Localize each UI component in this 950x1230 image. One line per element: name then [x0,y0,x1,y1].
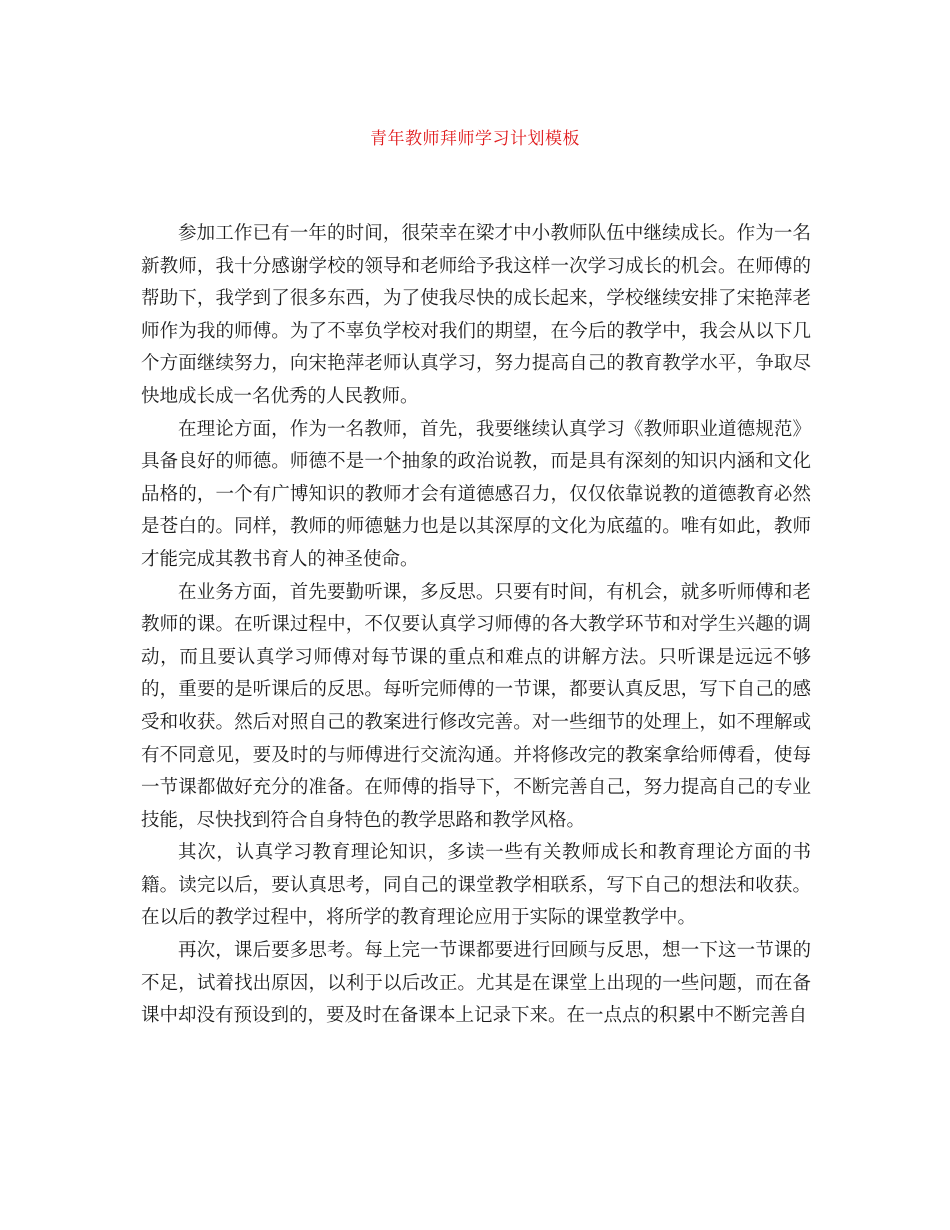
document-body [141,218,811,1033]
paragraph: 参加工作已有一年的时间，很荣幸在梁才中小教师队伍中继续成长。作为一名新教师，我十分感谢学校的领导和老师给予我这样一次学习成长的机会。在师傅的帮助下，我学到了很多东西，为了使我尽快的成长起来，学校继续安排了宋艳萍老师作为我的师傅。为了不辜负学校对我们的期望，在今后的教学中，我会从以下几个方面继续努力，向宋艳萍老师认真学习，努力提高自己的教育教学水平，争取尽快地成长成一名优秀的人民教师。 [141,223,811,407]
document-title: 青年教师拜师学习计划模板 [370,129,580,149]
paragraph: 再次，课后要多思考。每上完一节课都要进行回顾与反思，想一下这一节课的不足，试着找出原因，以利于以后改正。尤其是在课堂上出现的一些问题，而在备课中却没有预设到的，要及时在备课本上记录下来。在一点点的积累中不断完善自 [141,940,811,1027]
paragraph: 其次，认真学习教育理论知识，多读一些有关教师成长和教育理论方面的书籍。读完以后，要认真思考，同自己的课堂教学相联系，写下自己的想法和收获。在以后的教学过程中，将所学的教育理论应用于实际的课堂教学中。 [141,842,811,929]
paragraph: 在业务方面，首先要勤听课，多反思。只要有时间，有机会，就多听师傅和老教师的课。在听课过程中，不仅要认真学习师傅的各大教学环节和对学生兴趣的调动，而且要认真学习师傅对每节课的重点和难点的讲解方法。只听课是远远不够的，重要的是听课后的反思。每听完师傅的一节课，都要认真反思，写下自己的感受和收获。然后对照自己的教案进行修改完善。对一些细节的处理上，如不理解或有不同意见，要及时的与师傅进行交流沟通。并将修改完的教案拿给师傅看，使每一节课都做好充分的准备。在师傅的指导下，不断完善自己，努力提高自己的专业技能，尽快找到符合自身特色的教学思路和教学风格。 [141,581,811,831]
paragraph: 在理论方面，作为一名教师，首先，我要继续认真学习《教师职业道德规范》具备良好的师德。师德不是一个抽象的政治说教，而是具有深刻的知识内涵和文化品格的，一个有广博知识的教师才会有道德感召力，仅仅依靠说教的道德教育必然是苍白的。同样，教师的师德魅力也是以其深厚的文化为底蕴的。唯有如此，教师才能完成其教书育人的神圣使命。 [141,418,811,570]
